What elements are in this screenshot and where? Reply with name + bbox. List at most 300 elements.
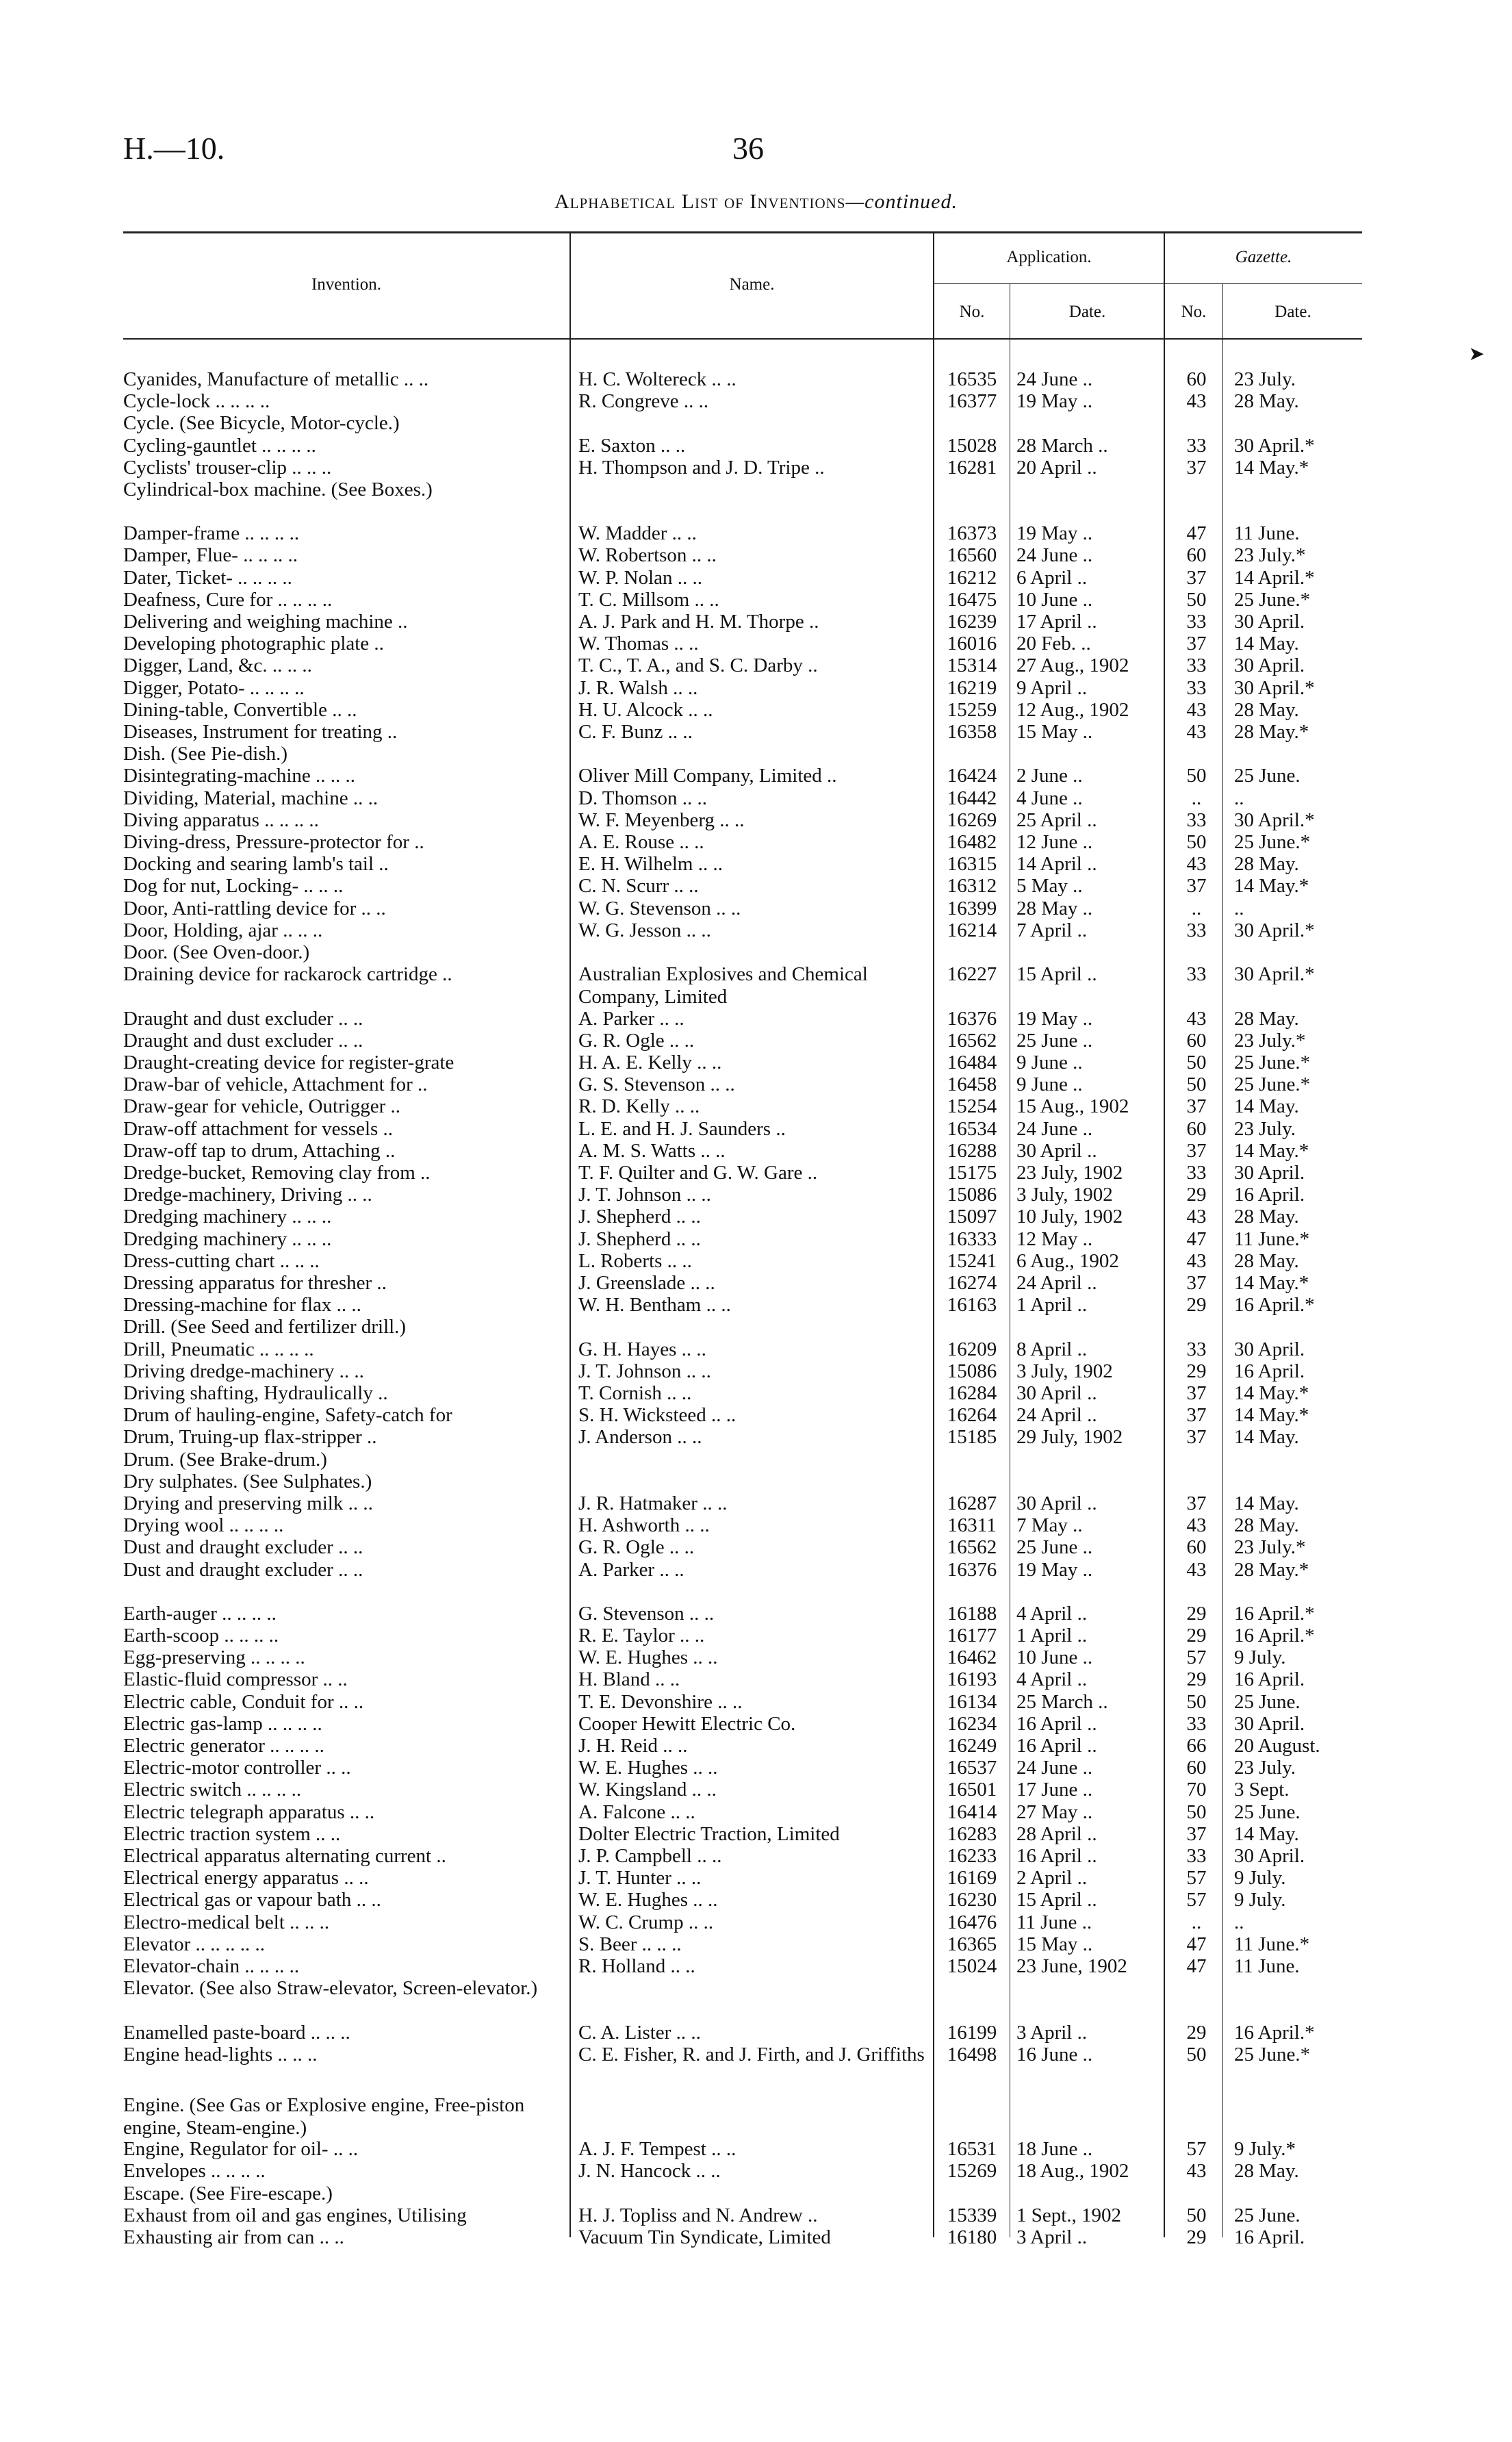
app-number-cell: 16537 bbox=[947, 1757, 997, 1779]
app-date-cell: 28 March .. bbox=[1016, 434, 1108, 457]
invention-cell: Draw-off tap to drum, Attaching .. bbox=[123, 1139, 396, 1162]
gazette-date-cell: 25 June. bbox=[1234, 765, 1300, 787]
invention-cell: Draining device for rackarock cartridge .. bbox=[123, 963, 452, 986]
name-cell: A. Falcone .. .. bbox=[578, 1801, 695, 1823]
app-date-cell: 25 March .. bbox=[1016, 1690, 1108, 1713]
app-date-cell: 28 April .. bbox=[1016, 1822, 1097, 1845]
app-date-cell: 10 June .. bbox=[1016, 588, 1093, 611]
app-date-cell: 15 May .. bbox=[1016, 721, 1093, 743]
name-cell: A. J. Park and H. M. Thorpe .. bbox=[578, 611, 819, 633]
gazette-date-cell: 23 July.* bbox=[1234, 1029, 1306, 1052]
gazette-number-cell: 37 bbox=[1186, 1404, 1207, 1427]
gazette-number-cell: .. bbox=[1191, 787, 1202, 809]
name-cell: C. A. Lister .. .. bbox=[578, 2021, 701, 2044]
app-number-cell: 16501 bbox=[947, 1779, 997, 1801]
app-number-cell: 15185 bbox=[947, 1426, 997, 1449]
invention-cell: Dust and draught excluder .. .. bbox=[123, 1558, 363, 1581]
gazette-number-cell: 60 bbox=[1186, 544, 1207, 567]
gazette-date-cell: 25 June.* bbox=[1234, 2043, 1311, 2065]
name-cell: G. Stevenson .. .. bbox=[578, 1602, 715, 1625]
name-cell: A. Parker .. .. bbox=[578, 1007, 684, 1030]
app-number-cell: 16199 bbox=[947, 2021, 997, 2044]
gazette-number-cell: 37 bbox=[1186, 456, 1207, 479]
invention-cell: Developing photographic plate .. bbox=[123, 633, 384, 655]
name-cell: E. Saxton .. .. bbox=[578, 434, 686, 457]
app-number-cell: 16264 bbox=[947, 1404, 997, 1427]
app-number-cell: 16399 bbox=[947, 897, 997, 919]
gazette-number-cell: 43 bbox=[1186, 1514, 1207, 1537]
app-date-cell: 24 June .. bbox=[1016, 1117, 1093, 1140]
gazette-date-cell: 28 May. bbox=[1234, 1514, 1299, 1537]
app-number-cell: 15024 bbox=[947, 1955, 997, 1977]
name-cell: J. N. Hancock .. .. bbox=[578, 2160, 721, 2183]
app-date-cell: 3 April .. bbox=[1016, 2226, 1088, 2249]
gazette-date-cell: 14 May.* bbox=[1234, 875, 1309, 898]
app-number-cell: 16312 bbox=[947, 875, 997, 898]
gazette-number-cell: 50 bbox=[1186, 2204, 1207, 2226]
app-number-cell: 15241 bbox=[947, 1249, 997, 1272]
app-date-cell: 19 May .. bbox=[1016, 1558, 1093, 1581]
app-number-cell: 16180 bbox=[947, 2226, 997, 2249]
gazette-date-cell: 16 April.* bbox=[1234, 1602, 1315, 1625]
inventions-table bbox=[123, 231, 1362, 2285]
gazette-date-cell: 23 July. bbox=[1234, 1757, 1296, 1779]
invention-cell: Cyclists' trouser-clip .. .. .. bbox=[123, 456, 332, 479]
gazette-date-cell: 25 June.* bbox=[1234, 1073, 1311, 1096]
app-date-cell: 15 April .. bbox=[1016, 963, 1097, 986]
gazette-number-cell: .. bbox=[1191, 897, 1202, 919]
name-cell: H. A. E. Kelly .. .. bbox=[578, 1052, 722, 1073]
app-date-cell: 2 April .. bbox=[1016, 1867, 1088, 1890]
gazette-date-cell: 23 July.* bbox=[1234, 1536, 1306, 1559]
gaz-no-header: No. bbox=[1181, 303, 1207, 321]
invention-cell: Draw-gear for vehicle, Outrigger .. bbox=[123, 1095, 401, 1118]
app-number-cell: 15259 bbox=[947, 698, 997, 721]
app-number-cell: 16475 bbox=[947, 588, 997, 611]
name-cell: Dolter Electric Traction, Limited bbox=[578, 1822, 840, 1845]
invention-cell: Driving dredge-machinery .. .. bbox=[123, 1360, 364, 1382]
gazette-date-cell: 14 May.* bbox=[1234, 456, 1309, 479]
gazette-number-cell: 47 bbox=[1186, 1228, 1207, 1250]
gazette-number-cell: 57 bbox=[1186, 1889, 1207, 1911]
name-cell: Cooper Hewitt Electric Co. bbox=[578, 1712, 796, 1735]
app-number-cell: 16249 bbox=[947, 1735, 997, 1757]
app-number-cell: 16284 bbox=[947, 1382, 997, 1404]
invention-cell: Engine, Regulator for oil- .. .. bbox=[123, 2138, 359, 2161]
app-date-cell: 9 June .. bbox=[1016, 1052, 1083, 1073]
invention-cell: Drill, Pneumatic .. .. .. .. bbox=[123, 1338, 314, 1360]
app-date-cell: 27 Aug., 1902 bbox=[1016, 654, 1129, 677]
gazette-date-cell: 30 April.* bbox=[1234, 434, 1315, 457]
name-cell: G. R. Ogle .. .. bbox=[578, 1029, 695, 1052]
gazette-date-cell: 25 June.* bbox=[1234, 831, 1311, 853]
gazette-date-cell: 28 May.* bbox=[1234, 1558, 1309, 1581]
app-number-cell: 15314 bbox=[947, 654, 997, 677]
invention-cell: Electric generator .. .. .. .. bbox=[123, 1735, 324, 1757]
gazette-number-cell: 60 bbox=[1186, 1117, 1207, 1140]
invention-cell: Dredging machinery .. .. .. bbox=[123, 1228, 332, 1250]
gazette-number-cell: .. bbox=[1191, 1911, 1202, 1933]
gazette-number-cell: 37 bbox=[1186, 1822, 1207, 1845]
name-cell: H. Thompson and J. D. Tripe .. bbox=[578, 456, 825, 479]
gazette-date-cell: 9 July.* bbox=[1234, 2138, 1296, 2161]
invention-cell: Drying and preserving milk .. .. bbox=[123, 1492, 373, 1514]
invention-cell: Envelopes .. .. .. .. bbox=[123, 2160, 266, 2183]
invention-cell: Dividing, Material, machine .. .. bbox=[123, 787, 379, 809]
name-cell: J. Greenslade .. .. bbox=[578, 1272, 715, 1294]
app-date-cell: 2 June .. bbox=[1016, 765, 1083, 787]
invention-cell: Drill. (See Seed and fertilizer drill.) bbox=[123, 1316, 407, 1338]
app-number-cell: 15269 bbox=[947, 2160, 997, 2183]
invention-cell: Dog for nut, Locking- .. .. .. bbox=[123, 875, 344, 898]
app-number-cell: 16016 bbox=[947, 633, 997, 655]
app-number-cell: 16287 bbox=[947, 1492, 997, 1514]
name-cell: A. E. Rouse .. .. bbox=[578, 831, 704, 853]
name-cell: Vacuum Tin Syndicate, Limited bbox=[578, 2226, 831, 2249]
gazette-number-cell: 29 bbox=[1186, 1668, 1207, 1691]
gazette-date-cell: 3 Sept. bbox=[1234, 1779, 1290, 1801]
app-date-cell: 15 Aug., 1902 bbox=[1016, 1095, 1129, 1118]
app-date-cell: 7 April .. bbox=[1016, 919, 1088, 941]
name-cell: J. R. Hatmaker .. .. bbox=[578, 1492, 728, 1514]
invention-cell: Diving apparatus .. .. .. .. bbox=[123, 809, 319, 831]
name-cell: G. R. Ogle .. .. bbox=[578, 1536, 695, 1559]
gazette-date-cell: 28 May. bbox=[1234, 390, 1299, 413]
app-date-cell: 15 April .. bbox=[1016, 1889, 1097, 1911]
app-date-cell: 16 April .. bbox=[1016, 1735, 1097, 1757]
gazette-number-cell: 33 bbox=[1186, 919, 1207, 941]
app-date-cell: 19 May .. bbox=[1016, 390, 1093, 413]
app-number-cell: 16311 bbox=[947, 1514, 997, 1537]
name-cell: H. C. Woltereck .. .. bbox=[578, 368, 736, 390]
gazette-number-cell: 43 bbox=[1186, 853, 1207, 876]
app-date-cell: 15 May .. bbox=[1016, 1933, 1093, 1955]
gazette-number-cell: 37 bbox=[1186, 1272, 1207, 1294]
app-number-cell: 16531 bbox=[947, 2138, 997, 2161]
gazette-column-rule bbox=[1164, 231, 1165, 2237]
gazette-number-cell: 37 bbox=[1186, 633, 1207, 655]
app-number-cell: 16365 bbox=[947, 1933, 997, 1955]
app-number-cell: 16462 bbox=[947, 1646, 997, 1669]
app-date-cell: 12 May .. bbox=[1016, 1228, 1093, 1250]
invention-cell: Door. (See Oven-door.) bbox=[123, 941, 310, 963]
name-cell: W. Kingsland .. .. bbox=[578, 1779, 717, 1801]
app-date-cell: 24 April .. bbox=[1016, 1404, 1097, 1427]
invention-cell: Electro-medical belt .. .. .. bbox=[123, 1911, 330, 1933]
gazette-header: Gazette. bbox=[1235, 248, 1292, 266]
app-date-cell: 10 June .. bbox=[1016, 1646, 1093, 1669]
app-number-cell: 16414 bbox=[947, 1801, 997, 1823]
gazette-number-cell: 29 bbox=[1186, 1625, 1207, 1646]
app-date-cell: 28 May .. bbox=[1016, 897, 1093, 919]
gazette-number-cell: 47 bbox=[1186, 1933, 1207, 1955]
invention-cell: Docking and searing lamb's tail .. bbox=[123, 853, 389, 876]
invention-cell: Electrical apparatus alternating current .. bbox=[123, 1845, 446, 1867]
name-cell: W. P. Nolan .. .. bbox=[578, 566, 702, 589]
gazette-number-cell: 33 bbox=[1186, 1712, 1207, 1735]
gazette-date-cell: 30 April. bbox=[1234, 1845, 1305, 1867]
gazette-date-cell: 30 April. bbox=[1234, 1162, 1305, 1184]
app-date-cell: 6 April .. bbox=[1016, 566, 1088, 589]
invention-cell: Dressing apparatus for thresher .. bbox=[123, 1272, 387, 1294]
gazette-date-cell: 28 May. bbox=[1234, 698, 1299, 721]
gazette-date-cell: .. bbox=[1234, 787, 1244, 809]
app-date-cell: 8 April .. bbox=[1016, 1338, 1088, 1360]
app-number-cell: 16227 bbox=[947, 963, 997, 986]
gazette-date-cell: 11 June. bbox=[1234, 1955, 1300, 1977]
invention-cell: Driving shafting, Hydraulically .. bbox=[123, 1382, 388, 1404]
app-date-cell: 9 April .. bbox=[1016, 676, 1088, 699]
app-number-cell: 16230 bbox=[947, 1889, 997, 1911]
gazette-date-cell: 28 May. bbox=[1234, 1206, 1299, 1228]
gazette-date-cell: 23 July. bbox=[1234, 368, 1296, 390]
gazette-number-cell: 43 bbox=[1186, 721, 1207, 743]
gazette-number-cell: 29 bbox=[1186, 1184, 1207, 1206]
gazette-number-cell: 60 bbox=[1186, 368, 1207, 390]
gazette-date-cell: 16 April. bbox=[1234, 1360, 1305, 1382]
invention-cell: Door, Anti-rattling device for .. .. bbox=[123, 897, 386, 919]
gazette-number-cell: 43 bbox=[1186, 2160, 1207, 2183]
invention-cell: Dater, Ticket- .. .. .. .. bbox=[123, 566, 292, 589]
app-date-cell: 29 July, 1902 bbox=[1016, 1426, 1123, 1449]
invention-cell: Electric-motor controller .. .. bbox=[123, 1757, 351, 1779]
gazette-date-cell: 23 July. bbox=[1234, 1117, 1296, 1140]
name-cell: J. H. Reid .. .. bbox=[578, 1735, 688, 1757]
app-number-cell: 16377 bbox=[947, 390, 997, 413]
gazette-date-cell: 23 July.* bbox=[1234, 544, 1306, 567]
gazette-date-cell: 30 April. bbox=[1234, 654, 1305, 677]
name-cell: W. E. Hughes .. .. bbox=[578, 1646, 718, 1669]
app-date-cell: 14 April .. bbox=[1016, 853, 1097, 876]
app-number-cell: 15254 bbox=[947, 1095, 997, 1118]
gazette-date-rule bbox=[1222, 283, 1223, 2237]
gazette-date-cell: 16 April.* bbox=[1234, 1294, 1315, 1317]
invention-cell: Electric telegraph apparatus .. .. bbox=[123, 1801, 375, 1823]
app-number-cell: 16283 bbox=[947, 1822, 997, 1845]
app-date-cell: 23 July, 1902 bbox=[1016, 1162, 1123, 1184]
gazette-number-cell: 60 bbox=[1186, 1029, 1207, 1052]
name-cell: Oliver Mill Company, Limited .. bbox=[578, 765, 837, 787]
app-number-cell: 16358 bbox=[947, 721, 997, 743]
app-date-cell: 25 June .. bbox=[1016, 1536, 1093, 1559]
app-number-cell: 16269 bbox=[947, 809, 997, 831]
invention-cell: Engine. (See Gas or Explosive engine, Free-piston engine, Steam-engine.) bbox=[123, 2094, 525, 2139]
app-number-cell: 16163 bbox=[947, 1294, 997, 1317]
invention-cell: Elastic-fluid compressor .. .. bbox=[123, 1668, 348, 1691]
invention-cell: Dish. (See Pie-dish.) bbox=[123, 743, 288, 765]
name-cell: J. R. Walsh .. .. bbox=[578, 676, 698, 699]
gazette-number-cell: 37 bbox=[1186, 1382, 1207, 1404]
gazette-number-cell: 33 bbox=[1186, 434, 1207, 457]
app-date-cell: 30 April .. bbox=[1016, 1139, 1097, 1162]
invention-cell: Diving-dress, Pressure-protector for .. bbox=[123, 831, 424, 853]
gazette-number-cell: 50 bbox=[1186, 1073, 1207, 1096]
invention-cell: Elevator. (See also Straw-elevator, Screen-elevator.) bbox=[123, 1977, 538, 2000]
gazette-date-cell: 11 June.* bbox=[1234, 1933, 1310, 1955]
gazette-number-cell: 60 bbox=[1186, 1536, 1207, 1559]
gazette-date-cell: 16 April. bbox=[1234, 1184, 1305, 1206]
app-subheader-rule bbox=[933, 283, 1362, 284]
name-cell: C. N. Scurr .. .. bbox=[578, 875, 699, 898]
gazette-date-cell: 25 June.* bbox=[1234, 588, 1311, 611]
invention-cell: Damper-frame .. .. .. .. bbox=[123, 522, 300, 545]
gazette-number-cell: 33 bbox=[1186, 676, 1207, 699]
gazette-number-cell: 50 bbox=[1186, 588, 1207, 611]
app-number-cell: 16498 bbox=[947, 2043, 997, 2065]
invention-cell: Dressing-machine for flax .. .. bbox=[123, 1294, 361, 1317]
invention-cell: Disintegrating-machine .. .. .. bbox=[123, 765, 356, 787]
gazette-number-cell: 33 bbox=[1186, 809, 1207, 831]
app-date-cell: 25 April .. bbox=[1016, 809, 1097, 831]
gazette-date-cell: 25 June. bbox=[1234, 1801, 1300, 1823]
app-number-cell: 15028 bbox=[947, 434, 997, 457]
gazette-date-cell: 9 July. bbox=[1234, 1867, 1286, 1890]
table-caption bbox=[0, 190, 1512, 214]
app-number-cell: 16458 bbox=[947, 1073, 997, 1096]
invention-cell: Diseases, Instrument for treating .. bbox=[123, 721, 398, 743]
invention-cell: Drying wool .. .. .. .. bbox=[123, 1514, 284, 1537]
app-date-cell: 3 July, 1902 bbox=[1016, 1360, 1113, 1382]
invention-cell: Cycle. (See Bicycle, Motor-cycle.) bbox=[123, 412, 400, 435]
gazette-date-cell: 28 May. bbox=[1234, 1249, 1299, 1272]
invention-cell: Cylindrical-box machine. (See Boxes.) bbox=[123, 479, 433, 500]
gazette-number-cell: 33 bbox=[1186, 1845, 1207, 1867]
gazette-number-cell: 29 bbox=[1186, 2226, 1207, 2249]
app-date-cell: 19 May .. bbox=[1016, 522, 1093, 545]
app-date-cell: 1 April .. bbox=[1016, 1625, 1088, 1646]
app-date-cell: 23 June, 1902 bbox=[1016, 1955, 1127, 1977]
invention-cell: Exhaust from oil and gas engines, Utilising bbox=[123, 2204, 467, 2226]
gazette-number-cell: 33 bbox=[1186, 654, 1207, 677]
app-date-cell: 10 July, 1902 bbox=[1016, 1206, 1123, 1228]
app-date-cell: 20 Feb. .. bbox=[1016, 633, 1091, 655]
gazette-date-cell: 30 April.* bbox=[1234, 963, 1315, 986]
name-cell: L. E. and H. J. Saunders .. bbox=[578, 1117, 786, 1140]
app-date-cell: 24 June .. bbox=[1016, 544, 1093, 567]
invention-cell: Electrical gas or vapour bath .. .. bbox=[123, 1889, 381, 1911]
invention-cell: Earth-scoop .. .. .. .. bbox=[123, 1625, 279, 1646]
gazette-number-cell: 43 bbox=[1186, 1249, 1207, 1272]
caption-main: Alphabetical List of Inventions bbox=[554, 190, 846, 213]
gazette-number-cell: 43 bbox=[1186, 1558, 1207, 1581]
app-number-cell: 16315 bbox=[947, 853, 997, 876]
invention-cell: Electric cable, Conduit for .. .. bbox=[123, 1690, 364, 1713]
name-cell: H. J. Topliss and N. Andrew .. bbox=[578, 2204, 818, 2226]
name-cell: T. E. Devonshire .. .. bbox=[578, 1690, 743, 1713]
invention-cell: Draught and dust excluder .. .. bbox=[123, 1029, 363, 1052]
name-cell: R. E. Taylor .. .. bbox=[578, 1625, 705, 1646]
app-date-cell: 25 June .. bbox=[1016, 1029, 1093, 1052]
gazette-number-cell: 33 bbox=[1186, 963, 1207, 986]
app-number-cell: 15086 bbox=[947, 1360, 997, 1382]
gazette-date-cell: 25 June.* bbox=[1234, 1052, 1311, 1073]
name-cell: W. Thomas .. .. bbox=[578, 633, 699, 655]
app-number-cell: 16274 bbox=[947, 1272, 997, 1294]
gazette-date-cell: 28 May. bbox=[1234, 1007, 1299, 1030]
app-number-cell: 16482 bbox=[947, 831, 997, 853]
gazette-number-cell: 60 bbox=[1186, 1757, 1207, 1779]
app-number-cell: 16333 bbox=[947, 1228, 997, 1250]
name-cell: H. Ashworth .. .. bbox=[578, 1514, 710, 1537]
app-number-cell: 16281 bbox=[947, 456, 997, 479]
app-date-cell: 30 April .. bbox=[1016, 1492, 1097, 1514]
app-date-cell: 17 June .. bbox=[1016, 1779, 1093, 1801]
gazette-date-cell: 30 April.* bbox=[1234, 919, 1315, 941]
gazette-date-cell: 16 April.* bbox=[1234, 1625, 1315, 1646]
invention-cell: Electric gas-lamp .. .. .. .. bbox=[123, 1712, 322, 1735]
gazette-date-cell: 16 April. bbox=[1234, 2226, 1305, 2249]
app-date-cell: 18 Aug., 1902 bbox=[1016, 2160, 1129, 2183]
invention-cell: Digger, Land, &c. .. .. .. bbox=[123, 654, 312, 677]
gazette-number-cell: 50 bbox=[1186, 2043, 1207, 2065]
gazette-date-cell: 30 April. bbox=[1234, 1338, 1305, 1360]
caption-suffix: —continued. bbox=[845, 190, 958, 213]
gazette-number-cell: 29 bbox=[1186, 1602, 1207, 1625]
app-date-cell: 1 April .. bbox=[1016, 1294, 1088, 1317]
app-number-cell: 16169 bbox=[947, 1867, 997, 1890]
name-cell: W. E. Hughes .. .. bbox=[578, 1757, 718, 1779]
invention-cell: Cycling-gauntlet .. .. .. .. bbox=[123, 434, 316, 457]
gazette-number-cell: 66 bbox=[1186, 1735, 1207, 1757]
gazette-number-cell: 43 bbox=[1186, 1206, 1207, 1228]
app-number-cell: 16134 bbox=[947, 1690, 997, 1713]
name-cell: J. Anderson .. .. bbox=[578, 1426, 702, 1449]
page-number: 36 bbox=[732, 131, 764, 166]
app-date-cell: 19 May .. bbox=[1016, 1007, 1093, 1030]
name-cell: J. Shepherd .. .. bbox=[578, 1228, 701, 1250]
invention-header: Invention. bbox=[311, 275, 382, 294]
name-cell: T. F. Quilter and G. W. Gare .. bbox=[578, 1162, 818, 1184]
gazette-number-cell: 33 bbox=[1186, 1338, 1207, 1360]
invention-cell: Enamelled paste-board .. .. .. bbox=[123, 2021, 350, 2044]
app-number-cell: 16376 bbox=[947, 1007, 997, 1030]
gazette-date-cell: 11 June.* bbox=[1234, 1228, 1310, 1250]
app-date-cell: 7 May .. bbox=[1016, 1514, 1083, 1537]
name-cell: R. D. Kelly .. .. bbox=[578, 1095, 700, 1118]
invention-cell: Dredging machinery .. .. .. bbox=[123, 1206, 332, 1228]
gazette-date-cell: 30 April.* bbox=[1234, 809, 1315, 831]
name-cell: S. H. Wicksteed .. .. bbox=[578, 1404, 736, 1427]
app-number-cell: 16212 bbox=[947, 566, 997, 589]
gazette-date-cell: 14 May. bbox=[1234, 1492, 1299, 1514]
invention-cell: Engine head-lights .. .. .. bbox=[123, 2043, 318, 2065]
invention-cell: Dredge-bucket, Removing clay from .. bbox=[123, 1162, 431, 1184]
gazette-date-cell: 20 August. bbox=[1234, 1735, 1320, 1757]
name-cell: G. H. Hayes .. .. bbox=[578, 1338, 706, 1360]
gazette-number-cell: 50 bbox=[1186, 1690, 1207, 1713]
gazette-date-cell: 30 April. bbox=[1234, 611, 1305, 633]
name-cell: J. Shepherd .. .. bbox=[578, 1206, 701, 1228]
app-date-cell: 4 April .. bbox=[1016, 1668, 1088, 1691]
gazette-date-cell: 14 April.* bbox=[1234, 566, 1315, 589]
app-date-cell: 12 June .. bbox=[1016, 831, 1093, 853]
name-cell: W. G. Jesson .. .. bbox=[578, 919, 711, 941]
gazette-date-cell: 14 May.* bbox=[1234, 1272, 1309, 1294]
app-date-cell: 17 April .. bbox=[1016, 611, 1097, 633]
app-number-cell: 15175 bbox=[947, 1162, 997, 1184]
app-date-cell: 24 April .. bbox=[1016, 1272, 1097, 1294]
invention-cell: Digger, Potato- .. .. .. .. bbox=[123, 676, 305, 699]
invention-cell: Dining-table, Convertible .. .. bbox=[123, 698, 357, 721]
invention-cell: Electric traction system .. .. bbox=[123, 1822, 341, 1845]
name-header: Name. bbox=[729, 275, 775, 294]
app-number-cell: 16177 bbox=[947, 1625, 997, 1646]
name-cell: T. C. Millsom .. .. bbox=[578, 588, 719, 611]
name-cell: E. H. Wilhelm .. .. bbox=[578, 853, 723, 876]
gazette-date-cell: .. bbox=[1234, 1911, 1244, 1933]
app-number-cell: 16214 bbox=[947, 919, 997, 941]
name-cell: J. T. Hunter .. .. bbox=[578, 1867, 702, 1890]
